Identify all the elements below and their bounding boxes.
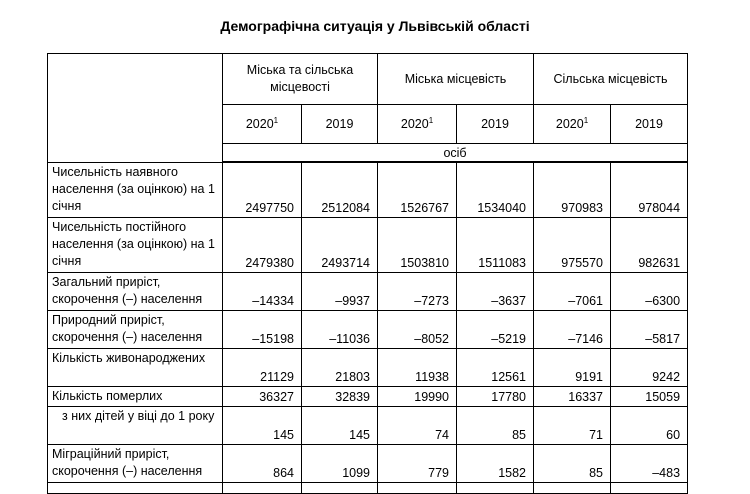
cell-value: 74 <box>378 407 457 445</box>
cell-value: 1511083 <box>457 218 534 273</box>
cell-value: 2479380 <box>223 218 302 273</box>
cell-value: –8052 <box>378 311 457 349</box>
cell-value: 2497750 <box>223 162 302 218</box>
cell-value: 145 <box>223 407 302 445</box>
cell-value: 970983 <box>534 162 611 218</box>
cell-value: –5219 <box>457 311 534 349</box>
cell-value: 864 <box>223 445 302 483</box>
row-label: з них дітей у віці до 1 року <box>48 407 223 445</box>
cell-value: 1099 <box>302 445 378 483</box>
empty-cell <box>611 483 688 494</box>
row-label: Чисельність наявного населення (за оцінкою) на 1 січня <box>48 162 223 218</box>
year-header: 2019 <box>457 105 534 144</box>
row-label: Кількість померлих <box>48 387 223 407</box>
table-row <box>48 218 688 273</box>
cell-value: 978044 <box>611 162 688 218</box>
row-label: Чисельність постійного населення (за оцінкою) на 1 січня <box>48 218 223 273</box>
demographic-table <box>47 53 688 494</box>
cell-value: 36327 <box>223 387 302 407</box>
cell-value: 60 <box>611 407 688 445</box>
cell-value: 9191 <box>534 349 611 387</box>
table-row <box>48 387 688 407</box>
empty-cell <box>457 483 534 494</box>
empty-cell <box>48 483 223 494</box>
cell-value: –9937 <box>302 273 378 311</box>
empty-cell <box>223 483 302 494</box>
cell-value: –3637 <box>457 273 534 311</box>
cell-value: 21803 <box>302 349 378 387</box>
cell-value: –7273 <box>378 273 457 311</box>
year-header: 2020$^1$ <box>534 105 611 144</box>
table-row <box>48 311 688 349</box>
empty-cell <box>302 483 378 494</box>
page-title: Демографічна ситуація у Львівській області <box>220 18 530 34</box>
year-header: 2020$^1$ <box>223 105 302 144</box>
cell-value: 32839 <box>302 387 378 407</box>
cell-value: 975570 <box>534 218 611 273</box>
cell-value: 1503810 <box>378 218 457 273</box>
table-row <box>48 483 688 494</box>
row-label: Кількість живонароджених <box>48 349 223 387</box>
cell-value: 1582 <box>457 445 534 483</box>
year-header: 2019 <box>302 105 378 144</box>
group-header: Міська місцевість <box>378 54 534 105</box>
cell-value: 17780 <box>457 387 534 407</box>
table-row <box>48 407 688 445</box>
row-label: Загальний приріст, скорочення (–) населення <box>48 273 223 311</box>
group-header: Сільська місцевість <box>534 54 688 105</box>
cell-value: 2512084 <box>302 162 378 218</box>
cell-value: 21129 <box>223 349 302 387</box>
cell-value: –14334 <box>223 273 302 311</box>
cell-value: 982631 <box>611 218 688 273</box>
corner-cell <box>48 54 223 163</box>
cell-value: –6300 <box>611 273 688 311</box>
row-label: Міграційний приріст, скорочення (–) населення <box>48 445 223 483</box>
cell-value: 15059 <box>611 387 688 407</box>
cell-value: 11938 <box>378 349 457 387</box>
cell-value: 85 <box>457 407 534 445</box>
cell-value: 145 <box>302 407 378 445</box>
cell-value: –15198 <box>223 311 302 349</box>
table-row <box>48 273 688 311</box>
cell-value: 85 <box>534 445 611 483</box>
cell-value: 16337 <box>534 387 611 407</box>
cell-value: –483 <box>611 445 688 483</box>
cell-value: 12561 <box>457 349 534 387</box>
cell-value: –5817 <box>611 311 688 349</box>
empty-cell <box>534 483 611 494</box>
group-header: Міська та сільська місцевості <box>223 54 378 105</box>
table-row <box>48 445 688 483</box>
year-header: 2020$^1$ <box>378 105 457 144</box>
year-header: 2019 <box>611 105 688 144</box>
empty-cell <box>378 483 457 494</box>
cell-value: 19990 <box>378 387 457 407</box>
cell-value: 779 <box>378 445 457 483</box>
table-row <box>48 162 688 218</box>
cell-value: –7061 <box>534 273 611 311</box>
cell-value: 9242 <box>611 349 688 387</box>
cell-value: 2493714 <box>302 218 378 273</box>
unit-label: осіб <box>223 144 688 163</box>
cell-value: –7146 <box>534 311 611 349</box>
cell-value: 1526767 <box>378 162 457 218</box>
cell-value: 71 <box>534 407 611 445</box>
cell-value: 1534040 <box>457 162 534 218</box>
row-label: Природний приріст, скорочення (–) населення <box>48 311 223 349</box>
cell-value: –11036 <box>302 311 378 349</box>
table-row <box>48 349 688 387</box>
